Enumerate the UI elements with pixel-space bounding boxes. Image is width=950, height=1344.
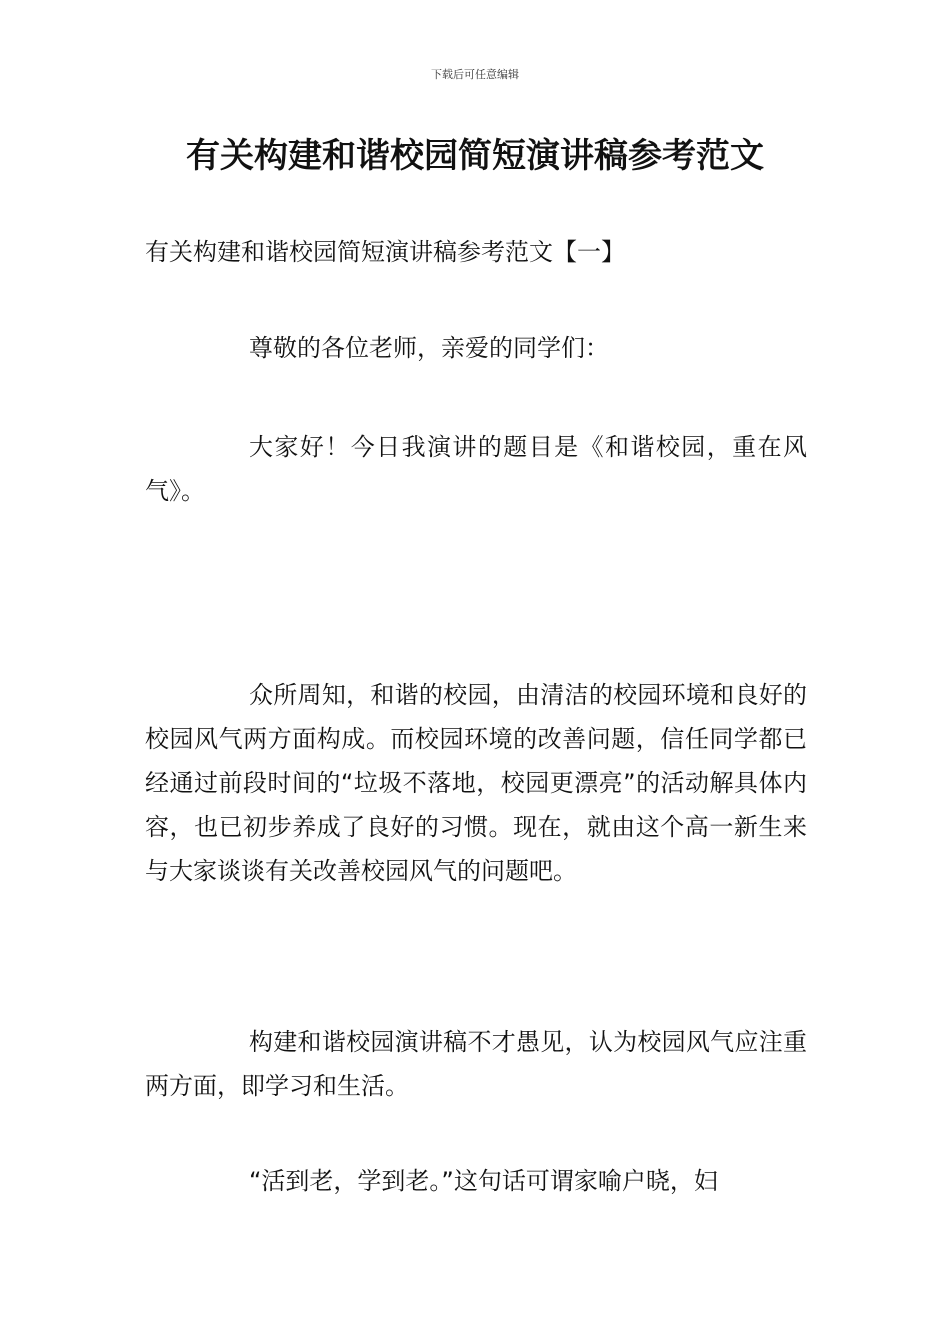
body-paragraph: 大家好！今日我演讲的题目是《和谐校园，重在风气》。 <box>145 433 807 505</box>
body-paragraph: “活到老，学到老。”这句话可谓家喻户晓，妇 <box>249 1167 718 1195</box>
header-note: 下载后可任意编辑 <box>431 68 519 81</box>
body-paragraph: 众所周知，和谐的校园，由清洁的校园环境和良好的校园风气两方面构成。而校园环境的改善问题，信任同学都已经通过前段时间的“垃圾不落地，校园更漂亮”的活动解具体内容，也已初步养成了良好的习惯。现在，就由这个高一新生来与大家谈谈有关改善校园风气的问题吧。 <box>145 681 807 885</box>
document-title: 有关构建和谐校园简短演讲稿参考范文 <box>186 136 764 176</box>
section-heading: 有关构建和谐校园简短演讲稿参考范文【一】 <box>145 238 625 266</box>
body-paragraph: 构建和谐校园演讲稿不才愚见，认为校园风气应注重两方面，即学习和生活。 <box>145 1028 807 1100</box>
greeting-paragraph: 尊敬的各位老师，亲爱的同学们： <box>249 334 609 362</box>
